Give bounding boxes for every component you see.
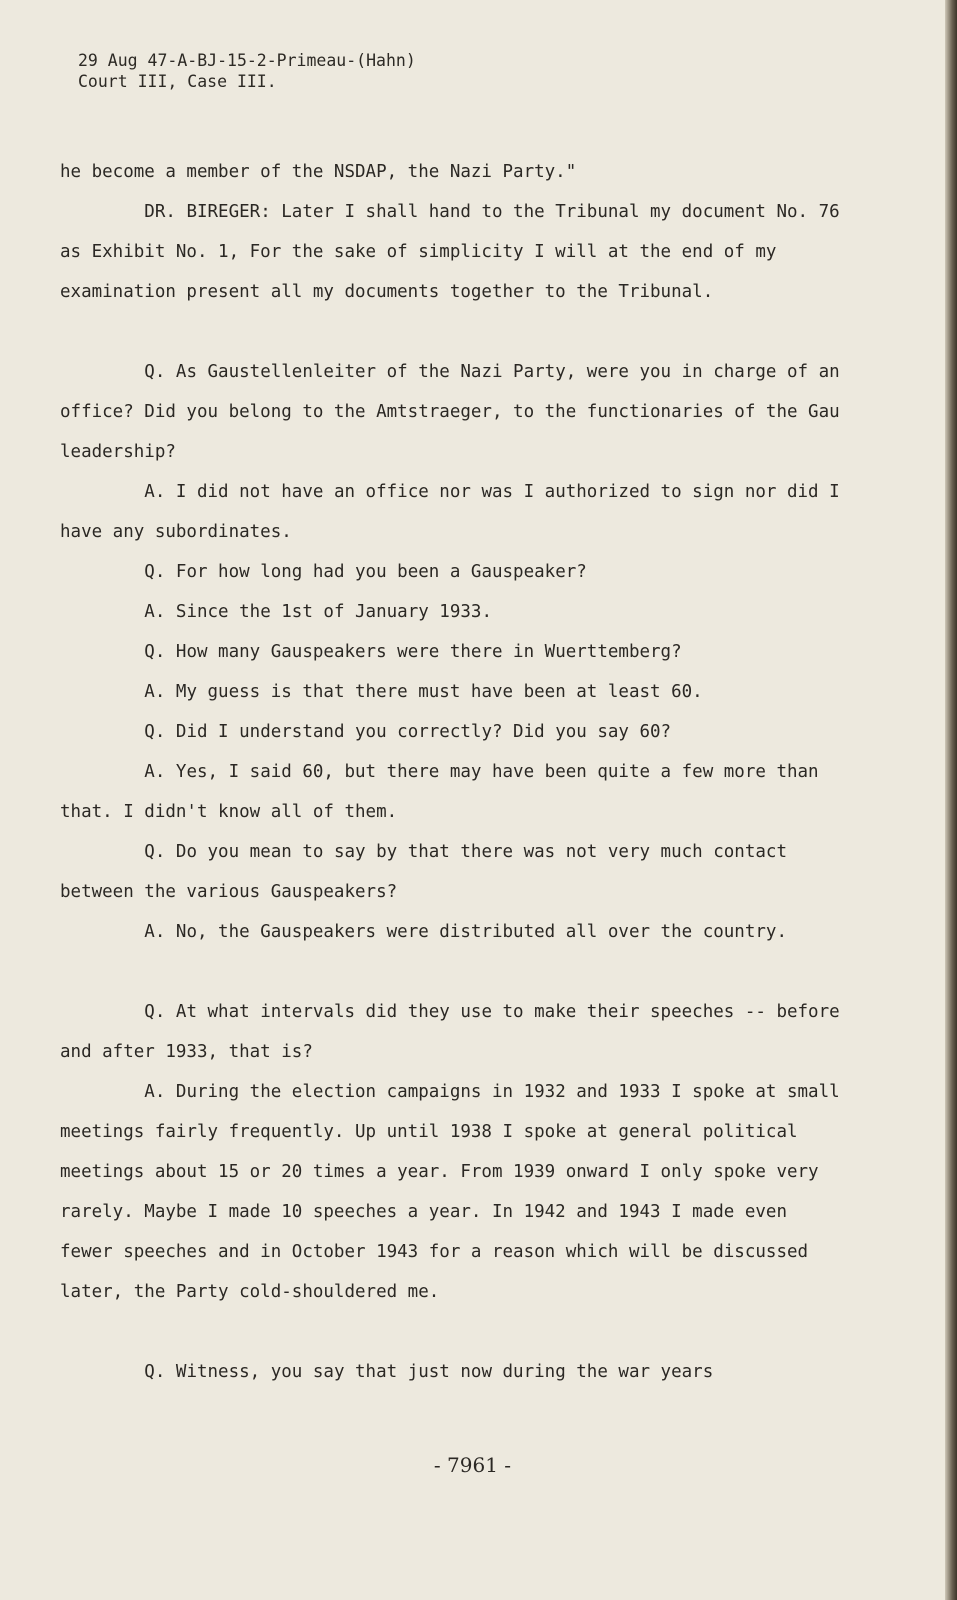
paragraph-answer: A. My guess is that there must have been at least 60. — [60, 682, 703, 702]
paragraph-answer: A. Yes, I said 60, but there may have been quite a few more than that. I didn't know all of them. — [60, 762, 830, 822]
paragraph-answer: A. I did not have an office nor was I authorized to sign nor did I have any subordinates. — [60, 482, 851, 542]
paragraph-question: Q. Witness, you say that just now during the war years — [60, 1362, 714, 1382]
paragraph-question: Q. Do you mean to say by that there was not very much contact between the various Gauspeakers? — [60, 842, 798, 902]
paragraph-answer: A. During the election campaigns in 1932 and 1933 I spoke at small meetings fairly frequently. Up until 1938 I spoke at general political meetings about 15 or 20 times a year. From 1939 onward I only spoke very rarely. Maybe I made 10 speeches a year. In 1942 and 1943 I made even fewer speeches and in October 1943 for a reason which will be discussed later, the Party cold-shouldered me. — [60, 1082, 851, 1302]
paragraph-question: Q. As Gaustellenleiter of the Nazi Party, were you in charge of an office? Did you belong to the Amtstraeger, to the functionaries of the Gau leadership? — [60, 362, 851, 462]
paragraph-question: Q. How many Gauspeakers were there in Wuerttemberg? — [60, 642, 682, 662]
paragraph-question: Q. At what intervals did they use to make their speeches -- before and after 1933, that is? — [60, 1002, 851, 1062]
paragraph-answer: A. No, the Gauspeakers were distributed all over the country. — [60, 922, 787, 942]
header-reference: 29 Aug 47-A-BJ-15-2-Primeau-(Hahn) — [78, 51, 416, 70]
page-number: - 7961 - — [433, 1453, 512, 1477]
page-edge-shadow — [945, 0, 957, 1600]
paragraph-counsel-statement: DR. BIREGER: Later I shall hand to the Tribunal my document No. 76 as Exhibit No. 1, For the sake of simplicity I will at the end of my examination present all my documents together to the Tribunal. — [60, 202, 851, 302]
header-court: Court III, Case III. — [78, 72, 277, 91]
paragraph-continuation: he become a member of the NSDAP, the Nazi Party." — [60, 162, 577, 182]
paragraph-question: Q. Did I understand you correctly? Did you say 60? — [60, 722, 672, 742]
paragraph-question: Q. For how long had you been a Gauspeaker? — [60, 562, 587, 582]
document-header — [78, 50, 416, 92]
paragraph-answer: A. Since the 1st of January 1933. — [60, 602, 492, 622]
